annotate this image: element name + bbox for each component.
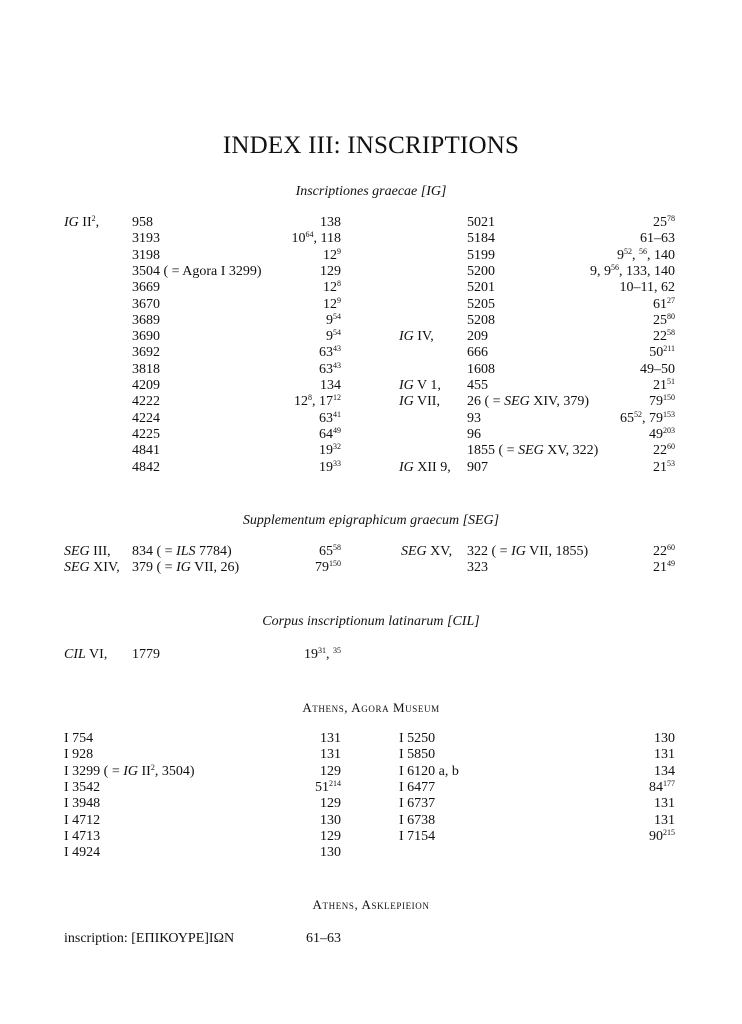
edition-label: IG VII, [399, 394, 440, 410]
section-heading: Athens, Asklepieion [312, 897, 430, 912]
inscription-number: 3504 ( = Agora I 3299) [132, 263, 262, 279]
index-entry [0, 329, 742, 345]
page-reference: $65^{58}$ [319, 543, 341, 559]
index-entry [0, 747, 742, 763]
inscription-number: 3670 [132, 296, 160, 312]
index-entry [0, 215, 742, 231]
inscription-number: 4209 [132, 378, 160, 393]
page-reference: $9^{52}$, $^{56}$, 140 [617, 246, 675, 263]
index-entry [0, 780, 742, 796]
page-reference: $12^9$ [323, 295, 341, 312]
inscription-number: I 4924 [64, 845, 101, 861]
inscription-number: inscription: [ΕΠΙΚΟΥΡΕ]ΙΩΝ [64, 931, 235, 946]
inscription-number: 5200 [467, 263, 495, 279]
inscription-number: 4224 [132, 410, 160, 426]
page-reference: $50^{211}$ [649, 344, 675, 361]
page-reference: 131 [654, 796, 675, 812]
inscription-number: 1855 ( = SEG XV, 322) [467, 443, 599, 459]
inscription-number: 322 ( = IG VII, 1855) [467, 544, 589, 559]
inscription-number: I 6120 a, b [399, 763, 459, 779]
index-entry [0, 829, 742, 845]
index-entry [0, 845, 742, 861]
inscription-number: 3690 [132, 329, 160, 345]
index-entry [0, 647, 742, 663]
page-reference: $79^{150}$ [315, 559, 341, 576]
page-reference: $25^{78}$ [653, 214, 675, 230]
page-reference: $10^{64}$, 118 [291, 230, 341, 247]
page-reference: $63^{43}$ [319, 344, 341, 361]
page-reference: $63^{43}$ [319, 360, 341, 377]
inscription-number: 96 [467, 426, 481, 442]
inscription-number: I 3299 ( = IG $II^2$, 3504) [64, 762, 195, 779]
page-reference: 61–63 [640, 231, 675, 247]
inscription-number: 5199 [467, 247, 495, 263]
page-title: INDEX III: INSCRIPTIONS [222, 132, 520, 159]
inscription-number: 455 [467, 378, 488, 393]
inscription-number: I 3948 [64, 796, 101, 812]
page-reference: $90^{215}$ [649, 827, 675, 844]
edition-label: IG $II^2$, [64, 214, 100, 230]
inscription-number: 5205 [467, 296, 495, 312]
page-reference: $12^8$ [323, 279, 341, 296]
page-reference: 130 [654, 731, 675, 746]
inscription-number: I 754 [64, 731, 94, 746]
page-reference: $21^{53}$ [653, 458, 675, 475]
page-reference: 61–63 [306, 931, 341, 946]
inscription-number: 958 [132, 215, 153, 230]
inscription-number: 4841 [132, 443, 160, 459]
inscription-number: 834 ( = ILS 7784) [132, 544, 232, 559]
page-reference: $64^{49}$ [319, 425, 341, 442]
index-entry [0, 560, 742, 576]
page-reference: 134 [320, 378, 341, 393]
inscription-number: I 7154 [399, 828, 436, 844]
inscription-number: 5201 [467, 280, 495, 296]
inscription-number: 4842 [132, 459, 160, 475]
index-entry [0, 313, 742, 329]
inscription-number: 26 ( = SEG XIV, 379) [467, 394, 589, 410]
page-reference: $22^{60}$ [653, 543, 675, 559]
index-entry [0, 460, 742, 476]
index-entry [0, 764, 742, 780]
inscription-number: I 6737 [399, 796, 436, 812]
inscription-number: 1779 [132, 647, 160, 662]
inscription-number: 3689 [132, 312, 160, 328]
page-reference: $12^9$ [323, 246, 341, 263]
page-reference: 130 [320, 812, 341, 828]
inscription-number: 907 [467, 459, 488, 475]
page-reference: $21^{49}$ [653, 559, 675, 576]
inscription-number: I 5250 [399, 731, 436, 746]
index-entry [0, 297, 742, 313]
page-reference: $22^{60}$ [653, 442, 675, 459]
page-reference: 138 [320, 215, 341, 230]
index-entry [0, 427, 742, 443]
page-reference: $49^{203}$ [649, 425, 675, 442]
section-heading: Inscriptiones graecae [IG] [295, 184, 447, 199]
inscription-number: 93 [467, 410, 481, 426]
page-reference: $9^{54}$ [326, 311, 341, 328]
edition-label: IG XII 9, [399, 459, 451, 475]
inscription-number: 3818 [132, 361, 160, 377]
index-entry [0, 394, 742, 410]
edition-label: SEG XIV, [64, 560, 120, 576]
page-reference: 131 [320, 731, 341, 746]
page-reference: 131 [320, 747, 341, 763]
inscription-number: I 5850 [399, 747, 436, 763]
inscription-number: 3193 [132, 231, 160, 247]
index-entry [0, 796, 742, 812]
page-reference: 129 [320, 263, 341, 279]
inscription-number: 4225 [132, 426, 160, 442]
page-reference: $61^{27}$ [653, 295, 675, 312]
page-reference: 129 [320, 828, 341, 844]
index-entry [0, 443, 742, 459]
inscription-number: 323 [467, 560, 488, 576]
page-reference: $25^{80}$ [653, 311, 675, 328]
inscription-number: 666 [467, 345, 488, 361]
page-reference: $12^8$, $17^{12}$ [294, 393, 341, 410]
section-heading: Corpus inscriptionum latinarum [CIL] [262, 614, 480, 629]
page-reference: $65^{52}$, $79^{153}$ [620, 409, 675, 426]
inscription-number: 1608 [467, 361, 495, 377]
inscription-number: I 6738 [399, 812, 436, 828]
index-entry [0, 280, 742, 296]
page-reference: $9^{54}$ [326, 328, 341, 345]
inscription-number: 4222 [132, 394, 160, 410]
page-reference: 129 [320, 763, 341, 779]
page-reference: 129 [320, 796, 341, 812]
inscription-number: 5184 [467, 231, 495, 247]
inscription-number: 3692 [132, 345, 160, 361]
page-reference: 10–11, 62 [619, 280, 675, 296]
inscription-number: I 3542 [64, 779, 101, 795]
section-heading: Supplementum epigraphicum graecum [SEG] [242, 513, 500, 528]
index-entry [0, 378, 742, 394]
edition-label: IG V 1, [399, 378, 441, 393]
page-reference: 49–50 [640, 361, 675, 377]
page-reference: $21^{51}$ [653, 377, 675, 393]
index-entry [0, 248, 742, 264]
inscription-number: 3669 [132, 280, 160, 296]
index-entry [0, 231, 742, 247]
page-reference: 130 [320, 845, 341, 861]
section-heading: Athens, Agora Museum [302, 700, 440, 715]
index-entry [0, 362, 742, 378]
page-reference: $19^{31}$, $^{35}$ [304, 646, 341, 662]
page-reference: $22^{58}$ [653, 328, 675, 345]
page-reference: $63^{41}$ [319, 409, 341, 426]
inscription-number: 5208 [467, 312, 495, 328]
index-entry [0, 345, 742, 361]
page-reference: $19^{32}$ [319, 442, 341, 459]
inscription-number: 3198 [132, 247, 160, 263]
inscription-number: I 928 [64, 747, 94, 763]
edition-label: IG IV, [399, 329, 434, 345]
index-entry [0, 731, 742, 747]
page-reference: 9, $9^{56}$, 133, 140 [590, 262, 675, 279]
page-reference: $51^{214}$ [315, 778, 341, 795]
edition-label: CIL VI, [64, 647, 108, 662]
page-reference: 131 [654, 747, 675, 763]
index-entry [0, 813, 742, 829]
inscription-number: 5021 [467, 215, 495, 230]
inscription-number: 209 [467, 329, 488, 345]
index-entry [0, 264, 742, 280]
page-reference: $79^{150}$ [649, 393, 675, 410]
index-entry [0, 411, 742, 427]
page-reference: $84^{177}$ [649, 778, 675, 795]
index-entry [0, 931, 742, 947]
page-reference: 131 [654, 812, 675, 828]
inscription-number: I 6477 [399, 779, 436, 795]
inscription-number: 379 ( = IG VII, 26) [132, 560, 240, 576]
edition-label: SEG XV, [401, 544, 453, 559]
index-entry [0, 544, 742, 560]
page-reference: $19^{33}$ [319, 458, 341, 475]
inscription-number: I 4713 [64, 828, 101, 844]
inscription-number: I 4712 [64, 812, 101, 828]
edition-label: SEG III, [64, 544, 111, 559]
page-reference: 134 [654, 763, 675, 779]
